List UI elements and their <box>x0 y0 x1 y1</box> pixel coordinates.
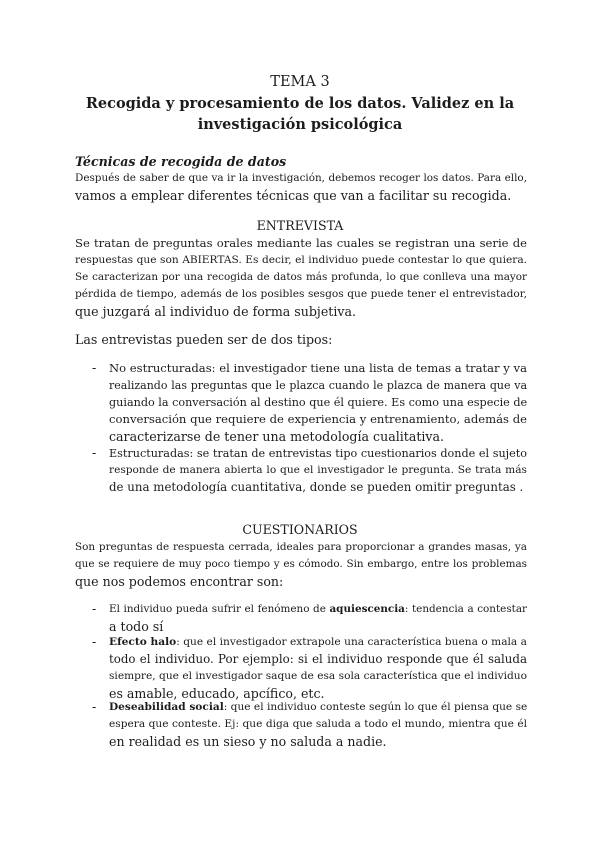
list-item-line: a todo sí <box>109 619 164 634</box>
item-text: : que el individuo conteste según lo que él piensa que se <box>223 701 528 713</box>
title-line-1: Recogida y procesamiento de los datos. Validez en la <box>85 95 515 112</box>
list-item-line <box>109 634 527 651</box>
list-bullet: - <box>92 601 97 616</box>
list-item-line: No estructuradas: el investigador tiene una lista de temas a tratar y va <box>109 361 527 375</box>
paragraph-line: que juzgará al individuo de forma subjetiva. <box>75 304 356 319</box>
entrevista-heading: ENTREVISTA <box>256 218 344 233</box>
list-item-line: siempre, que el investigador saque de esa sola característica que el individuo <box>109 670 527 682</box>
tecnicas-heading: Técnicas de recogida de datos <box>75 154 287 169</box>
list-item-line: espera que conteste. Ej: que diga que saluda a todo el mundo, mientra que él <box>109 718 527 730</box>
paragraph-line: Se tratan de preguntas orales mediante las cuales se registran una serie de <box>75 236 527 250</box>
list-item-line: caracterizarse de tener una metodología cualitativa. <box>109 429 445 444</box>
list-item-line: todo el individuo. Por ejemplo: si el individuo responde que él saluda <box>109 652 527 666</box>
list-item-line: en realidad es un sieso y no saluda a nadie. <box>109 734 387 749</box>
list-item-line: Estructuradas: se tratan de entrevistas tipo cuestionarios donde el sujeto <box>109 447 527 460</box>
deseabilidad-term: Deseabilidad social <box>109 701 224 713</box>
paragraph-line: que se requiere de muy poco tiempo y es cómodo. Sin embargo, entre los problemas <box>75 558 527 570</box>
list-bullet: - <box>92 445 97 460</box>
cuestionarios-heading: CUESTIONARIOS <box>242 522 358 537</box>
item-text: El individuo pueda sufrir el fenómeno de <box>109 603 330 615</box>
aquiescencia-term: aquiescencia <box>329 603 405 615</box>
item-text: : tendencia a contestar <box>404 603 527 615</box>
list-item-line <box>109 601 527 618</box>
list-item-line: de una metodología cuantitativa, donde se pueden omitir preguntas . <box>109 480 524 494</box>
list-item-line: es amable, educado, apcífico, etc. <box>109 686 325 701</box>
list-bullet: - <box>92 634 97 649</box>
list-bullet: - <box>92 699 97 714</box>
list-item-line <box>109 699 527 716</box>
item-text: : que el investigador extrapole una característica buena o mala a <box>176 636 527 648</box>
paragraph-line: Son preguntas de respuesta cerrada, ideales para proporcionar a grandes masas, ya <box>75 541 527 553</box>
paragraph-line: Después de saber de que va ir la investigación, debemos recoger los datos. Para ello, <box>75 172 527 184</box>
paragraph-line: que nos podemos encontrar son: <box>75 574 284 589</box>
paragraph-line: pérdida de tiempo, además de los posibles sesgos que puede tener el entrevistador, <box>75 288 527 300</box>
paragraph-line: vamos a emplear diferentes técnicas que van a facilitar su recogida. <box>75 188 512 203</box>
list-bullet: - <box>92 360 97 375</box>
efecto-halo-term: Efecto halo <box>109 636 177 648</box>
list-item-line: realizando las preguntas que le plazca cuando le plazca de manera que va <box>109 379 527 392</box>
tema-label: TEMA 3 <box>270 74 330 90</box>
list-item-line: guiando la conversación al destino que él quiere. Es como una especie de <box>109 396 528 409</box>
paragraph-line: Se caracterizan por una recogida de datos más profunda, lo que conlleva una mayor <box>75 271 527 283</box>
list-item-line: conversación que requiere de experiencia y entrenamiento, además de <box>109 412 527 426</box>
paragraph-line: respuestas que son ABIERTAS. Es decir, el individuo puede contestar lo que quiera. <box>75 254 527 266</box>
list-item-line: responde de manera abierta lo que el investigador le pregunta. Se trata más <box>109 464 527 476</box>
title-line-2: investigación psicológica <box>197 116 403 133</box>
tipos-intro: Las entrevistas pueden ser de dos tipos: <box>75 332 333 347</box>
